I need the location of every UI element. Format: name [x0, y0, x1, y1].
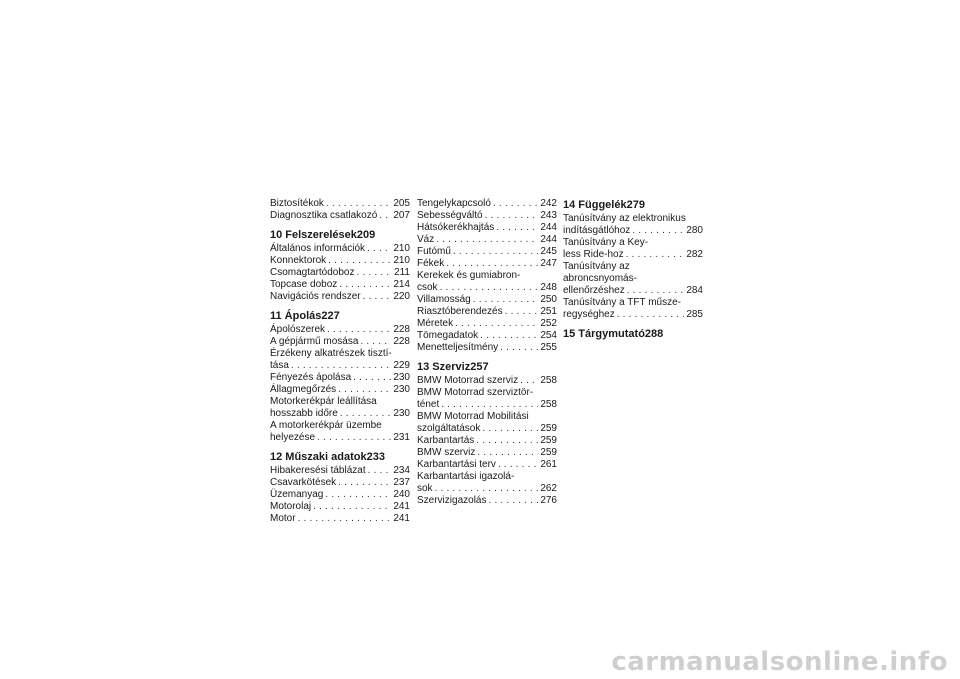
toc-chapter-13[interactable]: 13 Szerviz 257 — [417, 361, 489, 373]
toc-chapter-11[interactable]: 11 Ápolás 227 — [270, 310, 340, 322]
toc-entry[interactable]: regységhez . . . 285 — [563, 309, 703, 321]
toc-entry[interactable]: Üzemanyag . . . 240 — [270, 489, 410, 501]
toc-entry[interactable]: tása . . . 229 — [270, 360, 410, 372]
toc-chapter-12[interactable]: 12 Műszaki adatok 233 — [270, 451, 385, 463]
toc-column-1 — [270, 198, 410, 525]
toc-entry[interactable]: Futómű . . . 245 — [417, 246, 557, 258]
toc-entry[interactable]: Motor . . . 241 — [270, 513, 410, 525]
toc-entry[interactable]: hosszabb időre . . . 230 — [270, 408, 410, 420]
toc-entry[interactable]: helyezése . . . 231 — [270, 432, 410, 444]
toc-entry[interactable]: BMW Motorrad szerviz . . . 258 — [417, 375, 557, 387]
toc-entry-line: A motorkerékpár üzembe — [270, 420, 382, 431]
toc-entry-line: Tanúsítvány az — [563, 261, 630, 272]
toc-entry[interactable]: Fényezés ápolása . . . 230 — [270, 372, 410, 384]
toc-entry[interactable]: Csomagtartódoboz . . . 211 — [270, 267, 410, 279]
toc-entry[interactable]: Általános információk . . . 210 — [270, 243, 410, 255]
toc-entry[interactable]: Ápolószerek . . . 228 — [270, 324, 410, 336]
toc-entry-line: abroncsnyomás- — [563, 273, 637, 284]
toc-entry-line: Kerekek és gumiabron- — [417, 270, 521, 281]
toc-entry[interactable]: szolgáltatások . . . 259 — [417, 423, 557, 435]
toc-entry[interactable]: sok . . . 262 — [417, 483, 557, 495]
toc-entry[interactable]: Topcase doboz . . . 214 — [270, 279, 410, 291]
toc-entry-line: Érzékeny alkatrészek tisztí- — [270, 348, 392, 359]
toc-chapter-15[interactable]: 15 Tárgymutató 288 — [563, 328, 664, 340]
toc-entry[interactable]: Fékek . . . 247 — [417, 258, 557, 270]
toc-chapter-10[interactable]: 10 Felszerelések 209 — [270, 229, 376, 241]
toc-entry[interactable]: less Ride-hoz . . . 282 — [563, 249, 703, 261]
toc-entry[interactable]: Hibakeresési táblázat . . . 234 — [270, 465, 410, 477]
toc-entry-line: Tanúsítvány az elektronikus — [563, 213, 686, 224]
toc-entry[interactable]: Karbantartási terv . . . 261 — [417, 459, 557, 471]
toc-entry-line: Tanúsítvány a TFT műsze- — [563, 297, 682, 308]
toc-entry[interactable]: Karbantartás . . . 259 — [417, 435, 557, 447]
toc-entry[interactable]: Konnektorok . . . 210 — [270, 255, 410, 267]
toc-entry[interactable]: Biztosítékok . . . 205 — [270, 198, 410, 210]
toc-entry-line: BMW Motorrad szerviztör- — [417, 387, 534, 398]
toc-entry[interactable]: Villamosság . . . 250 — [417, 294, 557, 306]
toc-entry[interactable]: indításgátlóhoz . . . 280 — [563, 225, 703, 237]
toc-entry[interactable]: Motorolaj . . . 241 — [270, 501, 410, 513]
toc-entry[interactable]: Riasztóberendezés . . . 251 — [417, 306, 557, 318]
toc-entry[interactable]: Szervizigazolás . . . 276 — [417, 495, 557, 507]
toc-entry[interactable]: Tengelykapcsoló . . . 242 — [417, 198, 557, 210]
toc-entry[interactable]: Állagmegőrzés . . . 230 — [270, 384, 410, 396]
toc-entry[interactable]: Sebességváltó . . . 243 — [417, 210, 557, 222]
toc-entry-line: Motorkerékpár leállítása — [270, 396, 377, 407]
toc-entry-line: BMW Motorrad Mobilitási — [417, 411, 529, 422]
toc-entry[interactable]: Diagnosztika csatlakozó . . . 207 — [270, 210, 410, 222]
toc-entry[interactable]: Menetteljesítmény . . . 255 — [417, 342, 557, 354]
toc-entry[interactable]: Méretek . . . 252 — [417, 318, 557, 330]
toc-entry[interactable]: A gépjármű mosása . . . 228 — [270, 336, 410, 348]
watermark: carmanualsonline.info — [611, 647, 948, 677]
toc-entry[interactable]: Navigációs rendszer . . . 220 — [270, 291, 410, 303]
toc-entry[interactable]: ellenőrzéshez . . . 284 — [563, 285, 703, 297]
toc-entry[interactable]: Hátsókerékhajtás . . . 244 — [417, 222, 557, 234]
toc-entry[interactable]: Váz . . . 244 — [417, 234, 557, 246]
toc-entry[interactable]: ténet . . . 258 — [417, 399, 557, 411]
toc-column-2 — [417, 198, 557, 507]
toc-column-3 — [563, 198, 703, 342]
toc-entry[interactable]: BMW szerviz . . . 259 — [417, 447, 557, 459]
toc-entry[interactable]: Tömegadatok . . . 254 — [417, 330, 557, 342]
toc-entry[interactable]: Csavarkötések . . . 237 — [270, 477, 410, 489]
toc-chapter-14[interactable]: 14 Függelék 279 — [563, 199, 645, 211]
toc-entry-line: Karbantartási igazolá- — [417, 471, 515, 482]
toc-entry[interactable]: csok . . . 248 — [417, 282, 557, 294]
toc-entry-line: Tanúsítvány a Key- — [563, 237, 649, 248]
